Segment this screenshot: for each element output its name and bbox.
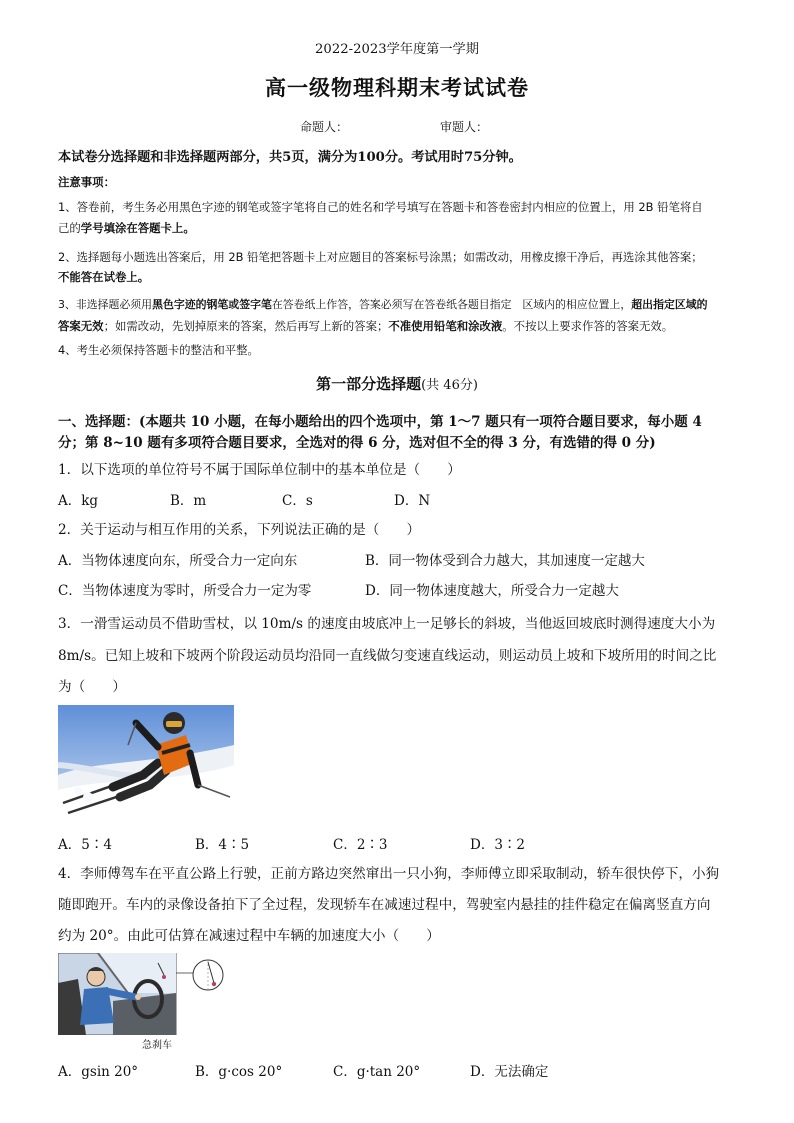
notice-item-4: 4、考生必须保持答题卡的整洁和平整。 — [58, 343, 259, 357]
q2-stem: 2．关于运动与相互作用的关系，下列说法正确的是（ ） — [58, 522, 421, 538]
driver-braking-image — [58, 953, 228, 1035]
section1-line-2: 分；第 8~10 题有多项符合题目要求，全选对的得 6 分，选对但不全的得 3 分，有选错的得 0 分) — [58, 435, 656, 451]
exam-title: 高一级物理科期末考试试卷 — [265, 75, 529, 100]
notice-item-2-line-1: 2、选择题每小题选出答案后，用 2B 铅笔把答题卡上对应题目的答案标号涂黑；如需改动，用橡皮擦干净后，再选涂其他答案； — [58, 250, 703, 264]
notice-item-3-line-2 — [58, 317, 673, 335]
notice-item-2-line-2: 不能答在试卷上。 — [58, 270, 150, 284]
notice-emphasis: 黑色字迹的钢笔或签字笔 — [152, 298, 272, 311]
setter-label: 命题人： — [300, 120, 349, 134]
notice-item-3-line-1 — [58, 296, 708, 314]
q4-stem-line-3: 约为 20°。由此可估算在减速过程中车辆的加速度大小（ ） — [58, 928, 440, 944]
q3-option-b: B．4∶5 — [195, 837, 250, 853]
q4-option-d: D．无法确定 — [470, 1064, 549, 1080]
q3-option-a: A．5∶4 — [58, 837, 112, 853]
part1-title: 第一部分选择题 — [316, 375, 422, 393]
q3-stem-line-2: 8m/s。已知上坡和下坡两个阶段运动员均沿同一直线做匀变速直线运动，则运动员上坡和下坡所用的时间之比 — [58, 648, 717, 664]
q1-option-d: D．N — [394, 493, 431, 509]
q4-option-a: A．gsin 20° — [58, 1064, 139, 1080]
q3-option-c: C．2∶3 — [333, 837, 388, 853]
reviewer-label: 审题人： — [440, 120, 489, 134]
q4-stem-line-1: 4．李师傅驾车在平直公路上行驶，正前方路边突然窜出一只小狗，李师傅立即采取制动，轿车很快停下，小狗 — [58, 866, 720, 882]
q2-option-b: B．同一物体受到合力越大，其加速度一定越大 — [365, 553, 645, 569]
notice-heading: 注意事项： — [58, 175, 115, 189]
exam-intro: 本试卷分选择题和非选择题两部分，共5页，满分为100分。考试用时75分钟。 — [58, 150, 522, 165]
q4-option-b: B．g·cos 20° — [195, 1064, 283, 1080]
notice-emphasis: 答案无效 — [58, 319, 104, 333]
q2-option-d: D．同一物体速度越大，所受合力一定越大 — [365, 583, 619, 599]
part1-heading — [0, 373, 794, 394]
q1-option-b: B．m — [170, 493, 207, 509]
q1-stem: 1．以下选项的单位符号不属于国际单位制中的基本单位是（ ） — [58, 462, 461, 478]
q1-option-a: A．kg — [58, 493, 99, 509]
q4-stem-line-2: 随即跑开。车内的录像设备拍下了全过程，发现轿车在减速过程中，驾驶室内悬挂的挂件稳定在偏离竖直方向 — [58, 897, 711, 913]
notice-text: 。不按以上要求作答的答案无效。 — [502, 319, 674, 333]
notice-emphasis: 不准使用铅笔和涂改液 — [388, 319, 503, 333]
notice-item-1-line-2 — [58, 219, 195, 237]
image-caption: 急刹车 — [142, 1040, 172, 1051]
notice-text: 己的 — [58, 221, 81, 235]
notice-text: 在答卷纸上作答，答案必须写在答卷纸各题目指定 区域内的相应位置上， — [271, 298, 632, 311]
notice-item-1-line-1: 1、答卷前，考生务必用黑色字迹的钢笔或签字笔将自己的姓名和学号填写在答题卡和答卷密封内相应的位置上，用 2B 铅笔将自 — [58, 200, 703, 214]
q2-option-a: A．当物体速度向东，所受合力一定向东 — [58, 553, 298, 569]
part1-score: (共 46分) — [421, 378, 478, 393]
notice-emphasis: 学号填涂在答题卡上。 — [80, 221, 195, 235]
q1-option-c: C．s — [282, 493, 313, 509]
section1-line-1: 一、选择题：(本题共 10 小题，在每小题给出的四个选项中，第 1～7 题只有一项符合题目要求，每小题 4 — [58, 414, 702, 430]
skier-image — [58, 705, 234, 816]
exam-year-term: 2022-2023学年度第一学期 — [315, 42, 479, 57]
q3-option-d: D．3∶2 — [470, 837, 526, 853]
q2-option-c: C．当物体速度为零时，所受合力一定为零 — [58, 583, 312, 599]
notice-emphasis: 超出指定区域的 — [631, 298, 708, 311]
notice-text: ；如需改动，先划掉原来的答案，然后再写上新的答案； — [103, 319, 389, 333]
q3-stem-line-1: 3．一滑雪运动员不借助雪杖，以 10m/s 的速度由坡底冲上一足够长的斜坡，当他返回坡底时测得速度大小为 — [58, 616, 716, 632]
q3-stem-line-3: 为（ ） — [58, 679, 126, 695]
notice-text: 3、非选择题必须用 — [58, 298, 153, 311]
q4-option-c: C．g·tan 20° — [333, 1064, 421, 1080]
